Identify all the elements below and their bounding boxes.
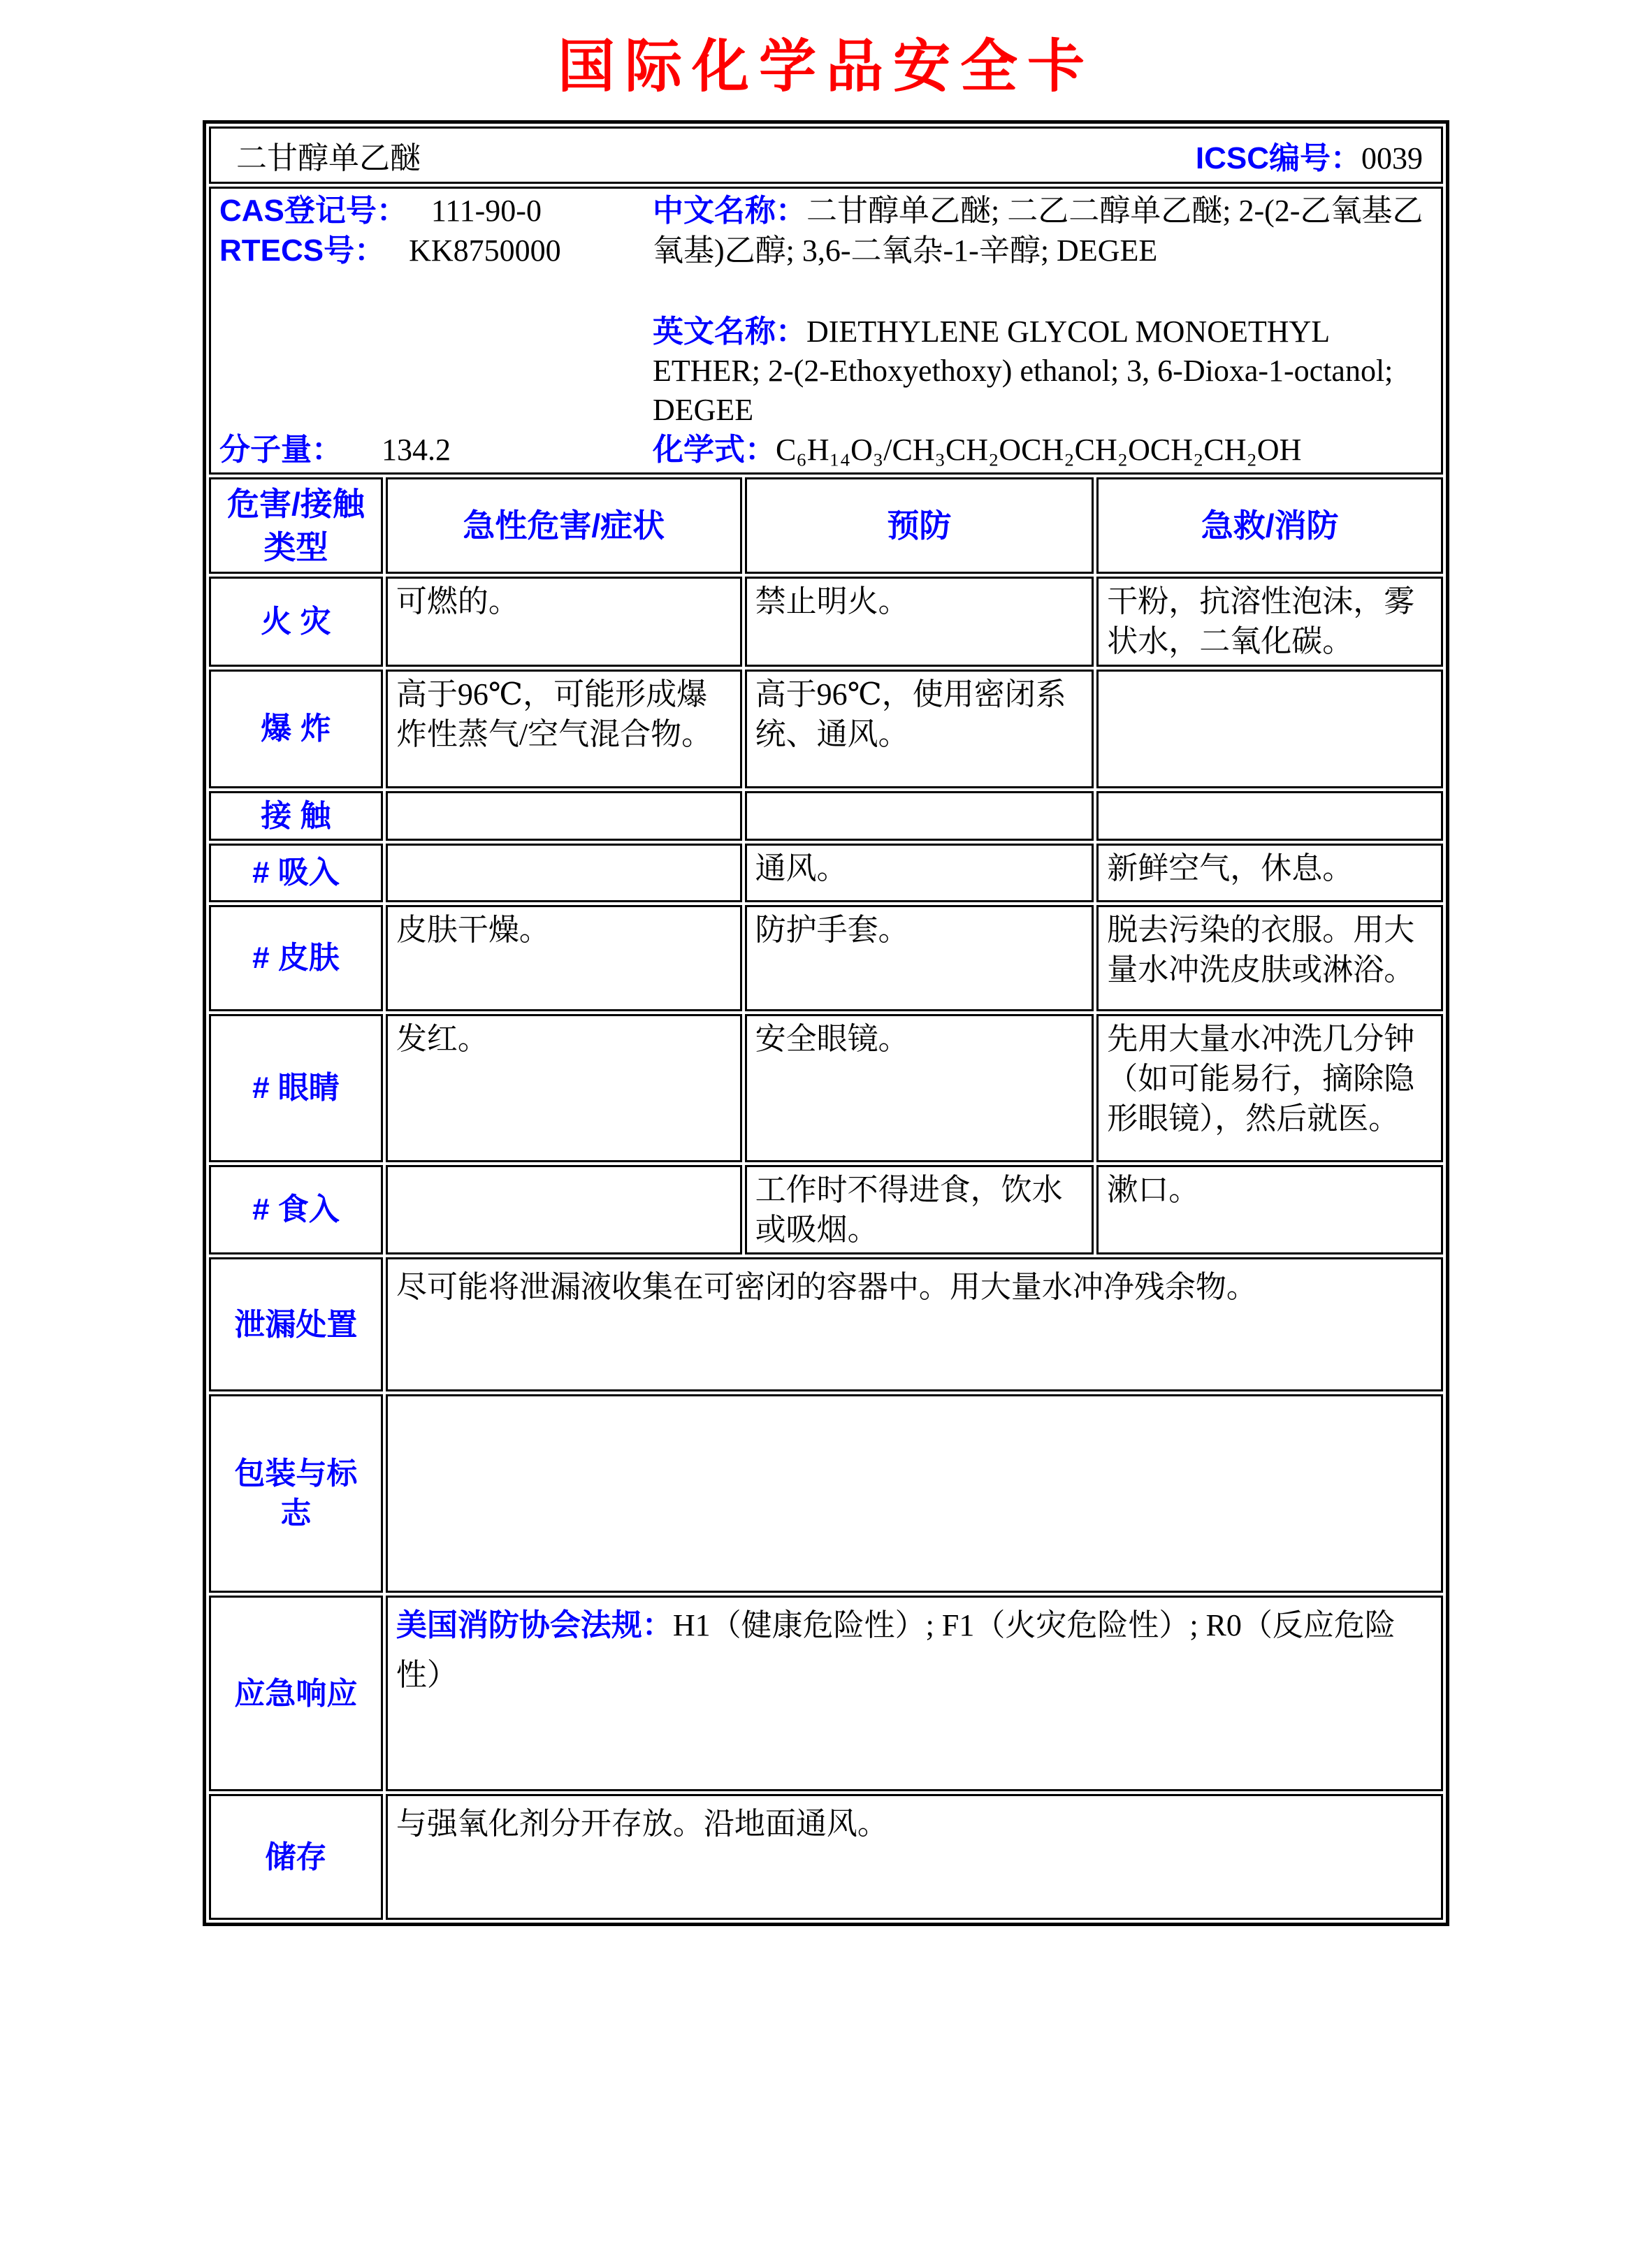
ingestion-first-aid-cell: 漱口。 (1096, 1165, 1443, 1254)
storage-label: 储存 (209, 1794, 383, 1920)
eyes-symptoms-cell: 发红。 (386, 1014, 742, 1162)
cas-label: CAS登记号： (219, 194, 407, 229)
storage-content: 与强氧化剂分开存放。沿地面通风。 (386, 1794, 1443, 1920)
exposure-prevention-cell (745, 791, 1094, 841)
header-prevention: 预防 (745, 477, 1094, 574)
eyes-row (209, 1014, 1443, 1162)
header-acute-hazards-symptoms: 急性危害/症状 (386, 477, 742, 574)
ingestion-row-label: # 食入 (209, 1165, 383, 1254)
emergency-response-row (209, 1596, 1443, 1791)
spill-disposal-content: 尽可能将泄漏液收集在可密闭的容器中。用大量水冲净残余物。 (386, 1257, 1443, 1391)
ingestion-row (209, 1165, 1443, 1254)
storage-row (209, 1794, 1443, 1920)
registry-top-lines (219, 191, 653, 270)
identifiers-cell (209, 187, 1443, 475)
skin-first-aid-cell: 脱去污染的衣服。用大量水冲洗皮肤或淋浴。 (1096, 905, 1443, 1011)
english-name-label: 英文名称： (653, 314, 806, 349)
spill-disposal-label: 泄漏处置 (209, 1257, 383, 1391)
packaging-labeling-row (209, 1394, 1443, 1593)
inhalation-prevention-cell: 通风。 (745, 844, 1094, 902)
fire-prevention-cell: 禁止明火。 (745, 577, 1094, 666)
formula-label: 化学式： (653, 432, 776, 467)
identifiers-row (209, 187, 1443, 475)
nfpa-code-label: 美国消防协会法规： (396, 1608, 673, 1643)
eyes-row-label: # 眼睛 (209, 1014, 383, 1162)
exposure-row (209, 791, 1443, 841)
english-name-line (653, 312, 1433, 431)
fire-row-label: 火 灾 (209, 577, 383, 666)
cas-line (219, 191, 653, 231)
ingestion-symptoms-cell (386, 1165, 742, 1254)
fire-first-aid-cell: 干粉，抗溶性泡沫，雾状水，二氧化碳。 (1096, 577, 1443, 666)
chinese-name-value: 二甘醇单乙醚; 二乙二醇单乙醚; 2-(2-乙氧基乙氧基)乙醇; 3,6-二氧杂-1-辛醇; DEGEE (653, 194, 1423, 268)
hazard-header-row (209, 477, 1443, 574)
explosion-row (209, 670, 1443, 788)
exposure-symptoms-cell (386, 791, 742, 841)
chemical-name-row (209, 126, 1443, 184)
formula-line (653, 431, 1433, 470)
skin-symptoms-cell: 皮肤干燥。 (386, 905, 742, 1011)
skin-row-label: # 皮肤 (209, 905, 383, 1011)
chemical-name-cell (209, 126, 1443, 184)
page-title: 国际化学品安全卡 (557, 33, 1094, 100)
nfpa-code-value: H1（健康危险性）; F1（火灾危险性）; R0（反应危险性） (396, 1608, 1396, 1693)
chemical-names-block (653, 191, 1433, 470)
inhalation-first-aid-cell: 新鲜空气，休息。 (1096, 844, 1443, 902)
rtecs-value: KK8750000 (409, 233, 561, 268)
chinese-name-line (653, 191, 1433, 270)
eyes-first-aid-cell: 先用大量水冲洗几分钟（如可能易行，摘除隐形眼镜），然后就医。 (1096, 1014, 1443, 1162)
icsc-card-table (203, 120, 1449, 1926)
rtecs-line (219, 231, 653, 270)
registry-numbers-block (219, 191, 653, 470)
exposure-row-label: 接 触 (209, 791, 383, 841)
skin-row (209, 905, 1443, 1011)
header-hazard-exposure-type: 危害/接触类型 (209, 477, 383, 574)
packaging-labeling-content (386, 1394, 1443, 1593)
inhalation-row (209, 844, 1443, 902)
icsc-number-group (1196, 133, 1423, 178)
packaging-labeling-label: 包装与标志 (209, 1394, 383, 1593)
skin-prevention-cell: 防护手套。 (745, 905, 1094, 1011)
explosion-symptoms-cell: 高于96℃，可能形成爆炸性蒸气/空气混合物。 (386, 670, 742, 788)
inhalation-symptoms-cell (386, 844, 742, 902)
emergency-response-content (386, 1596, 1443, 1791)
icsc-number-value: 0039 (1361, 141, 1423, 176)
inhalation-row-label: # 吸入 (209, 844, 383, 902)
molecular-weight-label: 分子量： (219, 432, 342, 467)
exposure-first-aid-cell (1096, 791, 1443, 841)
molecular-weight-line (219, 431, 653, 470)
molecular-weight-value: 134.2 (382, 432, 451, 467)
explosion-prevention-cell: 高于96℃，使用密闭系统、通风。 (745, 670, 1094, 788)
fire-row (209, 577, 1443, 666)
rtecs-label: RTECS号： (219, 233, 386, 268)
formula-value: C₆H₁₄O₃/CH₃CH₂OCH₂CH₂OCH₂CH₂OH (776, 432, 1302, 467)
spill-disposal-row (209, 1257, 1443, 1391)
explosion-row-label: 爆 炸 (209, 670, 383, 788)
icsc-number-label: ICSC编号： (1195, 141, 1361, 176)
header-first-aid-fire-fighting: 急救/消防 (1096, 477, 1443, 574)
eyes-prevention-cell: 安全眼镜。 (745, 1014, 1094, 1162)
chinese-name-label: 中文名称： (653, 194, 806, 229)
ingestion-prevention-cell: 工作时不得进食，饮水或吸烟。 (745, 1165, 1094, 1254)
english-name-value: DIETHYLENE GLYCOL MONOETHYL ETHER; 2-(2-Ethoxyethoxy) ethanol; 3, 6-Dioxa-1-octanol; DEGEE (653, 314, 1393, 428)
emergency-response-label: 应急响应 (209, 1596, 383, 1791)
fire-symptoms-cell: 可燃的。 (386, 577, 742, 666)
explosion-first-aid-cell (1096, 670, 1443, 788)
cas-value: 111-90-0 (430, 194, 542, 229)
chemical-name: 二甘醇单乙醚 (236, 141, 421, 176)
